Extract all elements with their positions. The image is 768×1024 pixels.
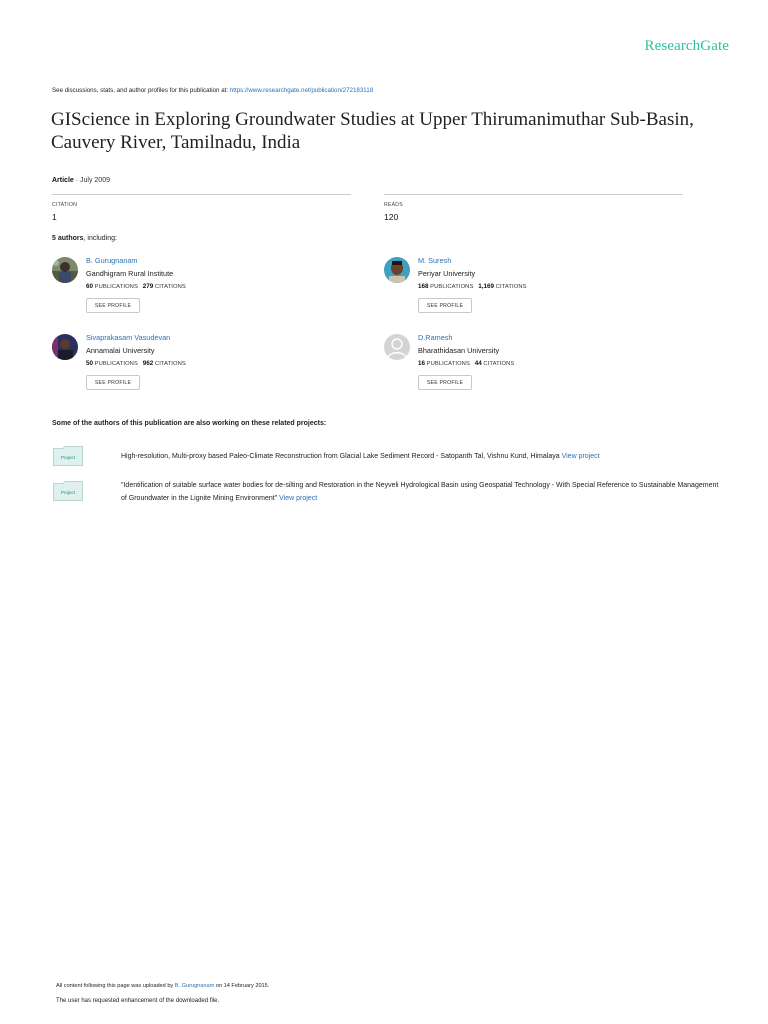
citation-count: 1,169 [478,283,495,290]
project-description: High-resolution, Multi-proxy based Paleo-Climate Reconstruction from Glacial Lake Sediment Record - Satopanth Tal, Vishnu Kund, Himalaya [121,453,562,460]
see-profile-button[interactable]: SEE PROFILE [418,375,472,390]
authors-summary [52,235,117,242]
publications-label: PUBLICATIONS [430,284,474,290]
publications-label: PUBLICATIONS [94,361,138,367]
see-profile-button[interactable]: SEE PROFILE [418,298,472,313]
author-institution: Annamalai University [86,346,155,355]
author-card [52,257,352,327]
enhancement-note: The user has requested enhancement of the downloaded file. [56,998,220,1004]
author-card [384,334,684,404]
see-profile-button[interactable]: SEE PROFILE [86,375,140,390]
citations-label: CITATIONS [495,284,527,290]
publications-label: PUBLICATIONS [426,361,470,367]
author-avatar-placeholder[interactable] [384,334,410,360]
authors-count: 5 authors [52,235,84,242]
upload-date: on 14 February 2015. [214,983,270,989]
publication-count: 168 [418,283,429,290]
publication-count: 60 [86,283,94,290]
author-institution: Gandhigram Rural Institute [86,269,174,278]
view-project-link[interactable]: View project [279,495,318,502]
upload-notice [56,983,269,989]
publication-count: 16 [418,360,426,367]
project-icon-label: Project [60,455,75,460]
publications-label: PUBLICATIONS [94,284,138,290]
uploader-link[interactable]: B. Gurugnanam [174,983,215,989]
citation-divider [52,194,351,195]
author-institution: Periyar University [418,269,476,278]
author-avatar[interactable] [52,334,78,360]
publication-title: GIScience in Exploring Groundwater Studies at Upper Thirumanimuthar Sub-Basin, Cauvery River, Tamilnadu, India [51,109,694,153]
author-stats [86,283,186,290]
reads-label: READS [384,202,403,208]
project-folder-icon [53,481,83,501]
authors-suffix: , including: [83,235,117,242]
discussion-notice [52,87,373,94]
citation-count: 962 [142,360,154,367]
publication-type: Article [52,177,74,184]
author-name[interactable]: B. Gurugnanam [86,256,138,265]
citation-count: 279 [142,283,154,290]
author-avatar[interactable] [384,257,410,283]
author-stats [86,360,186,367]
related-project-item [121,479,721,505]
citation-label: CITATION [52,202,78,208]
researchgate-logo[interactable]: ResearchGate [644,38,729,54]
author-stats [418,283,527,290]
citations-label: CITATIONS [483,361,515,367]
see-profile-button[interactable]: SEE PROFILE [86,298,140,313]
author-stats [418,360,514,367]
publication-meta [52,177,110,184]
author-card [52,334,352,404]
discussion-notice-text: See discussions, stats, and author profiles for this publication at: [52,87,230,94]
citations-label: CITATIONS [154,284,186,290]
upload-prefix: All content following this page was uploaded by [56,983,175,989]
reads-divider [384,194,683,195]
view-project-link[interactable]: View project [561,453,600,460]
author-name[interactable]: M. Suresh [418,256,452,265]
author-name[interactable]: D.Ramesh [418,333,453,342]
publication-count: 50 [86,360,94,367]
reads-count: 120 [384,212,399,222]
citation-count: 1 [52,212,57,222]
citations-label: CITATIONS [154,361,186,367]
author-card [384,257,684,327]
author-name[interactable]: Sivaprakasam Vasudevan [86,333,171,342]
publication-url-link[interactable]: https://www.researchgate.net/publication/272183118 [229,87,374,94]
project-description: "Identification of suitable surface water bodies for de-silting and Restoration in the Neyveli Hydrological Basin using Geospatial Technology - With Special Reference to Sustainable Management of Groundwater in the Lignite Mining Environment" [121,482,719,502]
citation-count: 44 [474,360,482,367]
author-avatar[interactable] [52,257,78,283]
author-institution: Bharathidasan University [418,346,500,355]
related-projects-heading: Some of the authors of this publication are also working on these related projects: [52,420,327,427]
project-folder-icon [53,446,83,466]
related-project-item [121,450,721,463]
project-icon-label: Project [60,490,75,495]
publication-date: · July 2009 [73,177,110,184]
